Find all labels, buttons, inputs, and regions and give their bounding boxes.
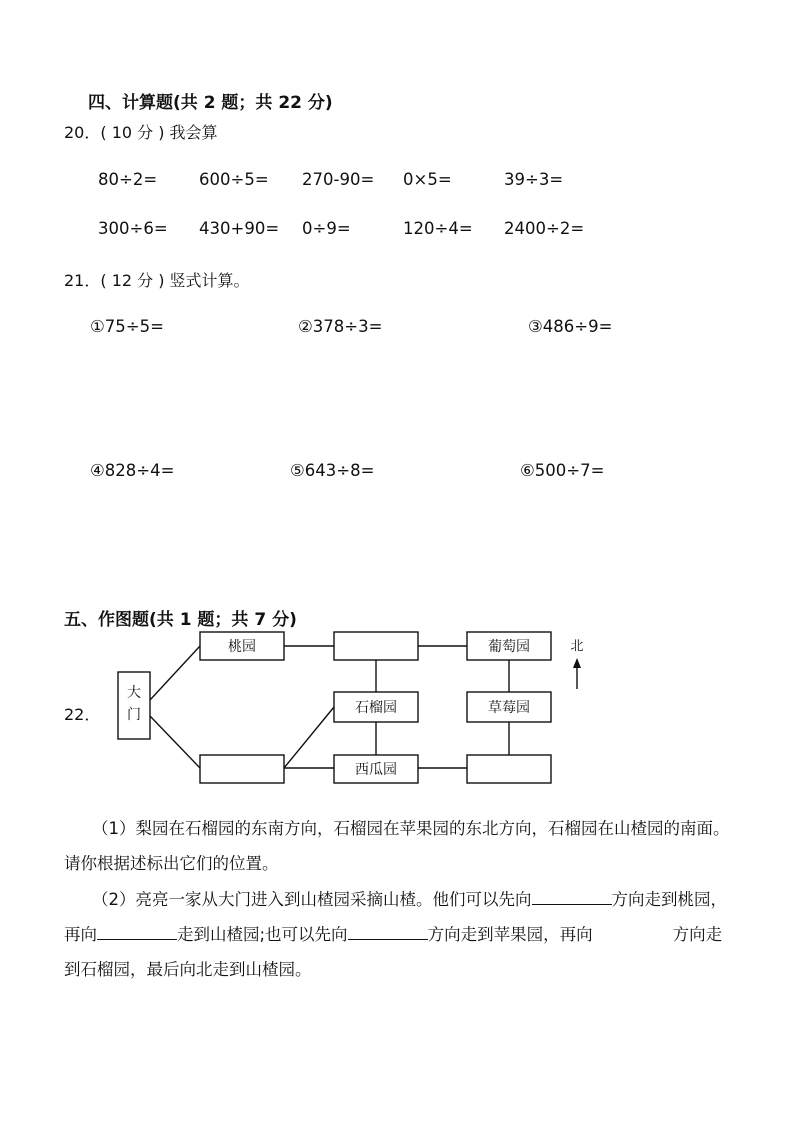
- blank-orchard-box: [467, 755, 551, 783]
- answer-blank[interactable]: [97, 923, 177, 940]
- equation: 0×5=: [403, 170, 452, 189]
- section-4-title: 四、计算题(共 2 题；共 22 分): [88, 93, 333, 113]
- vertical-calc-item: ①75÷5=: [90, 317, 164, 336]
- equation: 430+90=: [199, 219, 280, 238]
- north-label: 北: [570, 639, 584, 654]
- equation: 39÷3=: [504, 170, 564, 189]
- blank-orchard-box: [334, 632, 418, 660]
- peach-orchard-label: 桃园: [228, 639, 256, 655]
- question-20-header: 20．( 10 分 ) 我会算: [64, 123, 218, 142]
- answer-blank[interactable]: [532, 888, 612, 905]
- question-21-header: 21．( 12 分 ) 竖式计算。: [64, 271, 250, 290]
- part-2-text: 方向走到苹果园，再向: [427, 925, 593, 944]
- part-2-text: （2）亮亮一家从大门进入到山楂园采摘山楂。他们可以先向: [92, 890, 532, 909]
- gate-label: 门: [127, 707, 141, 723]
- equation: 2400÷2=: [504, 219, 585, 238]
- strawberry-orchard-label: 草莓园: [488, 700, 530, 716]
- part-2-text: 走到山楂园;也可以先向: [177, 925, 348, 944]
- vertical-calc-item: ③486÷9=: [528, 317, 613, 336]
- vertical-calc-item: ⑤643÷8=: [290, 461, 375, 480]
- watermelon-orchard-label: 西瓜园: [355, 762, 397, 778]
- part-2-text: 方向走到石榴园，最后向北走到山楂园。: [64, 925, 723, 979]
- vertical-calc-item: ②378÷3=: [298, 317, 383, 336]
- gate-box: [118, 672, 150, 739]
- path-line: [150, 646, 200, 700]
- equation: 600÷5=: [199, 170, 269, 189]
- question-22-part-2: [64, 882, 734, 987]
- equation: 0÷9=: [302, 219, 351, 238]
- path-line: [150, 716, 200, 768]
- section-5-title: 五、作图题(共 1 题；共 7 分): [64, 610, 297, 630]
- gate-label: 大: [127, 685, 141, 701]
- equation: 120÷4=: [403, 219, 473, 238]
- equation: 300÷6=: [98, 219, 168, 238]
- pomegranate-orchard-label: 石榴园: [355, 700, 397, 716]
- equation: 270-90=: [302, 170, 375, 189]
- question-22-number: 22．: [64, 705, 101, 724]
- equation: 80÷2=: [98, 170, 158, 189]
- vertical-calc-item: ⑥500÷7=: [520, 461, 605, 480]
- answer-blank[interactable]: [348, 923, 428, 940]
- grape-orchard-label: 葡萄园: [488, 639, 530, 655]
- vertical-calc-item: ④828÷4=: [90, 461, 175, 480]
- blank-orchard-box: [200, 755, 284, 783]
- path-line: [284, 707, 334, 768]
- north-arrow-icon: [573, 658, 581, 668]
- question-22-part-1: （1）梨园在石榴园的东南方向，石榴园在苹果园的东北方向，石榴园在山楂园的南面。请你根据述标出它们的位置。: [64, 819, 730, 873]
- part-2-text: 方向走到桃园，再向: [64, 890, 727, 944]
